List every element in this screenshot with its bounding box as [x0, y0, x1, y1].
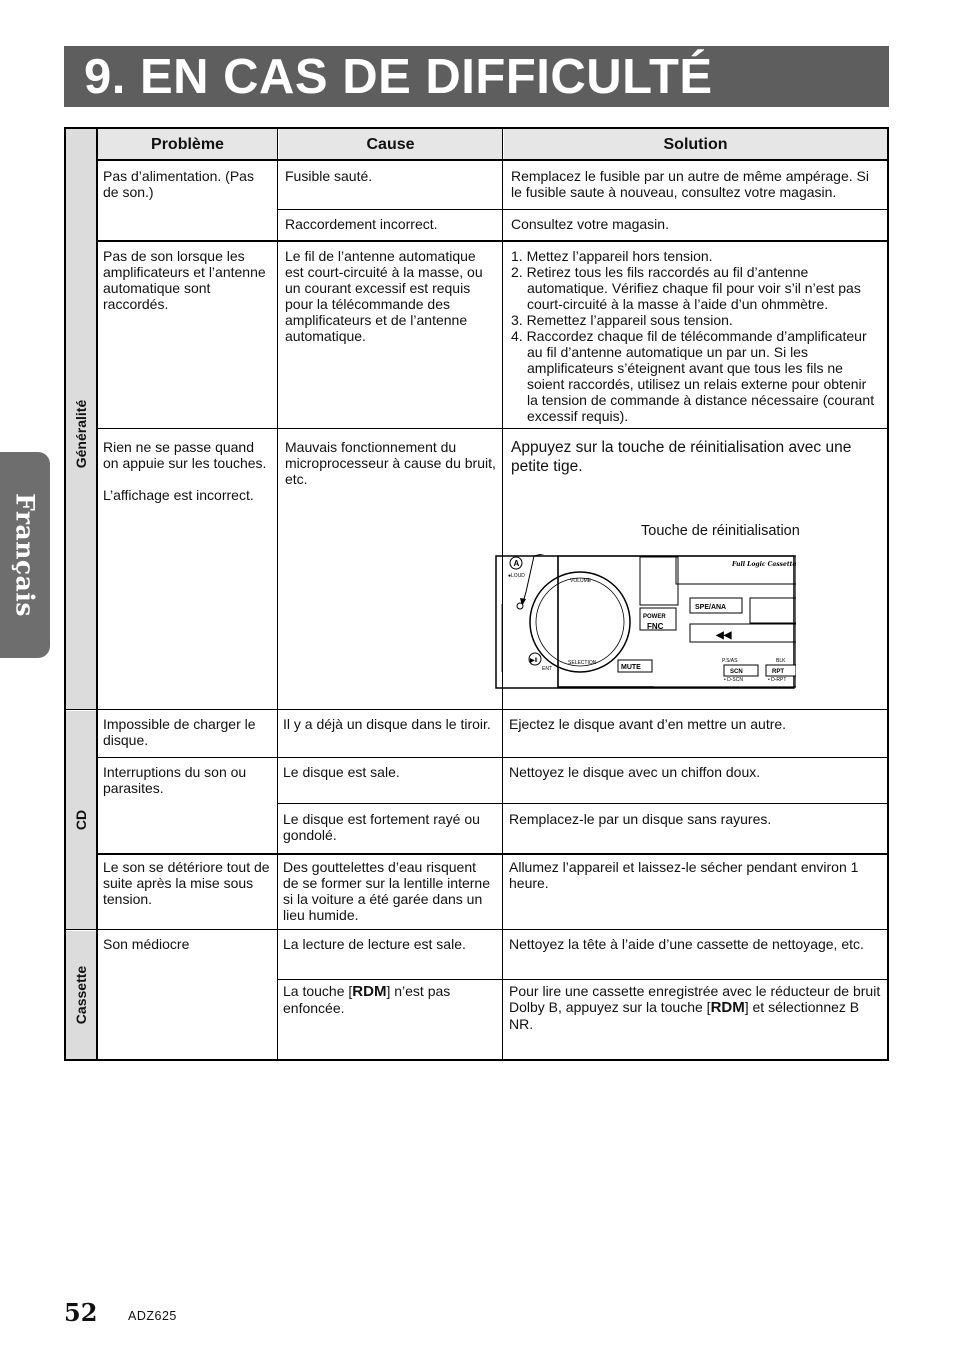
table-border-bottom	[64, 1059, 889, 1061]
d-rpt-label: • D-RPT	[768, 677, 787, 683]
problem-cell: Son médiocre	[103, 936, 190, 952]
row-line	[277, 803, 889, 804]
cause-cell	[283, 983, 495, 1016]
solution-cell: Remplacez-le par un disque sans rayures.	[509, 811, 772, 827]
mute-label: MUTE	[621, 664, 641, 671]
row-line	[96, 240, 889, 242]
cause-cell: Raccordement incorrect.	[285, 216, 438, 232]
slot-left	[640, 557, 678, 605]
d-scn-label: • D-SCN	[724, 677, 743, 683]
loud-label: ●LOUD	[508, 573, 525, 579]
header-problem-label: Problème	[151, 136, 224, 153]
reset-key	[517, 603, 523, 609]
ent-label: ENT	[542, 666, 552, 672]
play-pause-icon: ▶‖	[530, 658, 538, 664]
title-bar	[64, 46, 889, 107]
category-cd-label: CD	[72, 809, 89, 831]
power-label: POWER	[643, 614, 666, 620]
cause-cell: Des gouttelettes d’eau risquent de se former sur la lentille interne si la voiture a été garée dans un lieu humide.	[283, 859, 490, 923]
language-tab-label: Français	[10, 493, 40, 617]
cause-cell: Mauvais fonctionnement du microprocesseur à cause du bruit, etc.	[285, 439, 496, 487]
problem-text: L’affichage est incorrect.	[103, 487, 254, 503]
header-underline	[96, 159, 889, 161]
problem-cell: Impossible de charger le disque.	[103, 716, 256, 748]
category-cassette-label: Cassette	[72, 965, 89, 1025]
head-unit-diagram	[494, 554, 796, 690]
problem-cell: Le son se détériore tout de suite après la mise sous tension.	[103, 859, 270, 907]
header-solution-label: Solution	[663, 136, 728, 153]
table-border-left	[64, 127, 66, 1061]
row-line	[96, 757, 889, 758]
rewind-button	[690, 624, 796, 642]
header-solution	[504, 129, 887, 159]
panel-slot	[750, 598, 796, 623]
solution-cell: Appuyez sur la touche de réinitialisation avec une petite tige.	[511, 439, 852, 475]
a-button-label: A	[513, 559, 520, 568]
solution-cell: Remplacez le fusible par un autre de même ampérage. Si le fusible saute à nouveau, consultez votre magasin.	[511, 168, 869, 200]
model-number: ADZ625	[128, 1309, 177, 1323]
reset-key-label: Touche de réinitialisation	[641, 523, 800, 539]
divider-category	[96, 127, 98, 1061]
solution-steps	[511, 248, 881, 424]
page-title: 9. EN CAS DE DIFFICULTÉ	[84, 50, 713, 104]
volume-knob-ring	[530, 572, 630, 672]
category-general-label: Généralité	[72, 399, 89, 469]
cause-cell: Il y a déjà un disque dans le tiroir.	[283, 716, 491, 732]
page-number: 52	[64, 1298, 98, 1327]
solution-cell: Nettoyez la tête à l’aide d’une cassette de nettoyage, etc.	[509, 936, 864, 952]
device-outline	[558, 556, 796, 687]
volume-label: VOLUME	[570, 578, 592, 584]
callout-arrow	[522, 556, 534, 606]
solution-step: 1. Mettez l’appareil hors tension.	[511, 248, 713, 264]
cause-cell: Le disque est sale.	[283, 764, 400, 780]
brand-label: Full Logic Cassette	[732, 561, 796, 568]
scn-label: SCN	[730, 669, 743, 675]
divider-problem	[277, 127, 278, 1061]
solution-cell: Nettoyez le disque avec un chiffon doux.	[509, 764, 761, 780]
rdm-key-label: RDM	[352, 983, 387, 1000]
problem-cell	[103, 439, 273, 503]
solution-text: Pour lire une cassette enregistrée avec le réducteur de bruit Dolby B, appuyez sur la touche [	[509, 983, 881, 1015]
ps-as-label: P.S/AS	[722, 658, 738, 664]
category-cassette	[65, 931, 96, 1059]
solution-step: 3. Remettez l’appareil sous tension.	[511, 312, 733, 328]
cause-cell: La lecture de lecture est sale.	[283, 936, 466, 952]
solution-step: 2. Retirez tous les fils raccordés au fil d’antenne automatique. Vérifiez chaque fil pour voir s’il n’est pas court-circuité à la masse à l’aide d’un ohmmètre.	[511, 264, 861, 312]
blk-label: BLK	[776, 658, 786, 664]
solution-cell: Ejectez le disque avant d’en mettre un autre.	[509, 716, 787, 732]
header-problem	[98, 129, 277, 159]
category-general	[65, 129, 96, 709]
cause-cell: Fusible sauté.	[285, 168, 373, 184]
selection-label: SELECTION	[568, 660, 597, 666]
header-cause-label: Cause	[366, 136, 415, 153]
volume-knob	[536, 578, 624, 666]
row-line	[277, 209, 889, 210]
problem-cell: Pas d’alimentation. (Pas de son.)	[103, 168, 254, 200]
row-line	[277, 979, 889, 980]
category-cd	[65, 711, 96, 929]
problem-cell: Pas de son lorsque les amplificateurs et l’antenne automatique sont raccordés.	[103, 248, 266, 312]
table-border-top	[64, 127, 889, 129]
section-line	[64, 929, 889, 930]
rpt-label: RPT	[772, 669, 784, 675]
spe-ana-label: SPE/ANA	[695, 604, 727, 611]
row-line	[96, 853, 889, 855]
solution-cell: Allumez l’appareil et laissez-le sécher pendant environ 1 heure.	[509, 859, 859, 891]
cause-cell: Le fil de l’antenne automatique est court-circuité à la masse, ou un courant excessif est requis pour la télécommande des amplificateurs et de l’antenne automatique.	[285, 248, 483, 344]
rdm-key-label: RDM	[710, 999, 745, 1016]
header-cause	[279, 129, 502, 159]
solution-text: ] et sélectionnez B NR.	[509, 999, 860, 1032]
table-border-right	[887, 127, 889, 1061]
row-line	[96, 428, 889, 429]
cause-text: ] n’est pas enfoncée.	[283, 983, 451, 1016]
rewind-icon: ◀◀	[716, 630, 732, 641]
solution-cell: Consultez votre magasin.	[511, 216, 669, 232]
fnc-label: FNC	[647, 622, 664, 631]
language-tab	[0, 452, 50, 658]
solution-cell	[509, 983, 882, 1032]
cause-text: La touche [	[283, 983, 353, 999]
section-line	[64, 709, 889, 710]
cause-cell: Le disque est fortement rayé ou gondolé.	[283, 811, 480, 843]
problem-cell: Interruptions du son ou parasites.	[103, 764, 247, 796]
solution-step: 4. Raccordez chaque fil de télécommande d’amplificateur au fil d’antenne automatique un par un. Si les amplificateurs s’éteignent avant que tous les fils ne soient raccordés, utilisez un relais externe pour obtenir la tension de commande à distance nécessaire (courant excessif requis).	[511, 328, 875, 424]
problem-text: Rien ne se passe quand on appuie sur les touches.	[103, 439, 267, 471]
